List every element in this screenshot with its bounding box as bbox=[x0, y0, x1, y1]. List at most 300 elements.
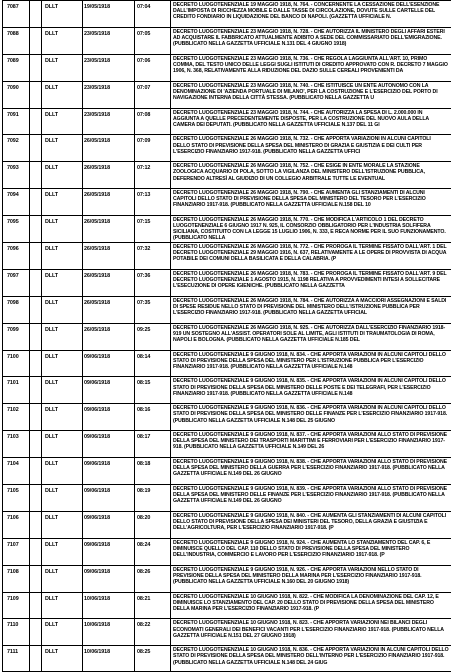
act-type: DLLT bbox=[45, 272, 58, 279]
act-date: 10/06/1918 bbox=[84, 595, 110, 602]
act-date-cell bbox=[83, 377, 135, 403]
act-date-cell bbox=[83, 566, 135, 592]
row-number: 7088 bbox=[7, 30, 19, 37]
spacer-cell-cell bbox=[30, 324, 42, 350]
spacer-cell-cell bbox=[30, 216, 42, 242]
act-code: 07:15 bbox=[137, 219, 151, 226]
act-code: 07:36 bbox=[137, 272, 151, 279]
act-type-cell bbox=[42, 28, 83, 54]
spacer-cell-cell bbox=[30, 458, 42, 484]
table-row bbox=[3, 376, 451, 403]
act-description-cell bbox=[171, 324, 451, 350]
row-number-cell bbox=[3, 28, 30, 54]
table-row bbox=[3, 430, 451, 457]
act-code-cell bbox=[135, 619, 171, 645]
table-row bbox=[3, 108, 451, 135]
act-description-cell bbox=[171, 243, 451, 269]
act-date-cell bbox=[83, 404, 135, 430]
row-number: 7105 bbox=[7, 488, 19, 495]
act-type-cell bbox=[42, 619, 83, 645]
row-number-cell bbox=[3, 82, 30, 108]
act-code: 08:14 bbox=[137, 353, 151, 360]
act-code: 08:19 bbox=[137, 488, 151, 495]
act-code-cell bbox=[135, 270, 171, 296]
act-description-cell bbox=[171, 162, 451, 188]
row-number-cell bbox=[3, 512, 30, 538]
act-type: DLLT bbox=[45, 434, 58, 441]
act-description: DECRETO LUOGOTENENZIALE 9 GIUGNO 1918, N. 924. - CHE AUMENTA LO STANZIAMENTO DEL CAP. 6, E DIMINUISCE QUELLO DEL CAP. 110 DELLO STATO DI PREVISIONE DELLA SPESA DEL MINISTERO DELL'INDUSTRIA, COMMERCIO E LAVORO PER L'ESERCIZIO FINANZIARIO 1917-918. (P bbox=[173, 539, 431, 558]
act-description-cell bbox=[171, 377, 451, 403]
row-number: 7091 bbox=[7, 111, 19, 118]
act-code-cell bbox=[135, 135, 171, 161]
act-type: DLLT bbox=[45, 165, 58, 172]
act-type-cell bbox=[42, 55, 83, 81]
spacer-cell-cell bbox=[30, 135, 42, 161]
act-description: DECRETO LUOGOTENENZIALE 9 GIUGNO 1918, N. 926. - CHE APPORTA VARIAZIONI NELLO STATO DI PREVISIONE DELLA SPESA DEL MINISTERO DELLA MARINA PER L'ESERCIZIO FINANZIARIO 1917-918. (PUBBLICATO NELLA GAZZETTA UFFICIALE N.160 DEL 20 GIUGNO 1918) bbox=[173, 566, 422, 585]
row-number: 7099 bbox=[7, 326, 19, 333]
act-description: DECRETO LUOGOTENENZIALE 23 MAGGIO 1918, N. 740. - CHE ISTITUISCE UN ENTE AUTONOMO CON LA DENOMINAZIONE DI 'AZIENDA PORTUALE DI MILANO', PER LA COSTRUZIONE E L'ESERCIZIO DEL PORTO DI NAVIGAZIONE INTERNA DELLA CITTÀ STESSA. (PUBBLICATO NELLA GAZZETTA U bbox=[173, 82, 438, 101]
row-number: 7107 bbox=[7, 541, 19, 548]
act-description: DECRETO LUOGOTENENZIALE 26 MAGGIO 1918, N. 732. - CHE APPORTA VARIAZIONI IN ALCUNI CAPITOLI DELLO STATO DI PREVISIONE DELLA SPESA DEL MINISTERO DI GRAZIA E GIUSTIZIA E DEI CULTI PER L'ESERCIZIO FINANZIARIO 1917-918. (PUBBLICATO NELLA GAZZETTA UFFICI bbox=[173, 136, 431, 155]
act-code-cell bbox=[135, 162, 171, 188]
table-row bbox=[3, 161, 451, 188]
act-code-cell bbox=[135, 646, 171, 671]
act-description-cell bbox=[171, 135, 451, 161]
spacer-cell-cell bbox=[30, 593, 42, 619]
act-date-cell bbox=[83, 646, 135, 671]
spacer-cell-cell bbox=[30, 539, 42, 565]
row-number-cell bbox=[3, 297, 30, 323]
act-code: 07:12 bbox=[137, 165, 151, 172]
act-date-cell bbox=[83, 28, 135, 54]
act-date: 26/05/1918 bbox=[84, 192, 110, 199]
spacer-cell-cell bbox=[30, 646, 42, 671]
act-type: DLLT bbox=[45, 514, 58, 521]
act-description: DECRETO LUOGOTENENZIALE 26 MAGGIO 1918, N. 770. - CHE MODIFICA L'ARTICOLO 1 DEL DECRETO LUOGOTENENZIALE 6 GIUGNO 1917 N. 925, IL CONSORZIO OBBLIGATORIO PER L'INDUSTRIA SOLFIFERA SICILIANA, COSTITUITO CON LA LEGGE 15 LUGLIO 1906, N. 333, E RECA NORME PER IL SUO FUNZIONAMENTO. (PUBBLICATO NELLA bbox=[173, 217, 446, 242]
act-type: DLLT bbox=[45, 138, 58, 145]
act-code-cell bbox=[135, 82, 171, 108]
act-date: 09/06/1918 bbox=[84, 488, 110, 495]
act-date-cell bbox=[83, 109, 135, 135]
act-type-cell bbox=[42, 324, 83, 350]
act-code: 07:32 bbox=[137, 246, 151, 253]
act-type-cell bbox=[42, 216, 83, 242]
act-date: 23/05/1918 bbox=[84, 57, 110, 64]
act-description-cell bbox=[171, 593, 451, 619]
decree-table bbox=[2, 0, 451, 672]
spacer-cell-cell bbox=[30, 109, 42, 135]
act-date: 10/06/1918 bbox=[84, 622, 110, 629]
act-code: 07:09 bbox=[137, 138, 151, 145]
act-description: DECRETO LUOGOTENENZIALE 26 MAGGIO 1918, N. 790. - CHE AUMENTA GLI STANZIAMENTI DI ALCUNI CAPITOLI DELLO STATO DI PREVISIONE DELLA SPESA DEL MINISTERO DEL TESORO PER L'ESERCIZIO FINANZIARIO 1917-918. (PUBBLICATO NELLA GAZZETTA UFFICIALE N.158 DEL 10 bbox=[173, 190, 426, 209]
spacer-cell-cell bbox=[30, 28, 42, 54]
act-description-cell bbox=[171, 351, 451, 377]
table-row bbox=[3, 403, 451, 430]
act-date-cell bbox=[83, 351, 135, 377]
act-date-cell bbox=[83, 270, 135, 296]
act-type-cell bbox=[42, 351, 83, 377]
act-code: 08:22 bbox=[137, 622, 151, 629]
act-date: 09/06/1918 bbox=[84, 541, 110, 548]
act-code-cell bbox=[135, 216, 171, 242]
row-number: 7090 bbox=[7, 84, 19, 91]
act-description: DECRETO LUOGOTENENZIALE 26 MAGGIO 1918, N. 784. - CHE AUTORIZZA A MACCIORI ASSEGNAZIONI E SALDI DI SPESE RESIDUE NELLO STATO DI PREVISIONE DEL MINISTERO DELL'ISTRUZIONE PUBBLICA PER L'ESERCIZIO FINANZIARIO 1917-918. (PUBBLICATO NELLA GAZZETTA UFFICIAL bbox=[173, 297, 447, 316]
row-number: 7102 bbox=[7, 407, 19, 414]
act-code-cell bbox=[135, 324, 171, 350]
act-description: DECRETO LUOGOTENENZIALE 9 GIUGNO 1918, N. 835. - CHE APPORTA VARIAZIONI IN ALCUNI CAPITOLI DELLO STATO DI PREVISIONE DELLA SPESA DEL MINISTERO DELLE POSTE E DEI TELEGRAFI, PER L'ESERCIZIO FINANZIARIO 1917-918. (PUBBLICATO NELLA GAZZETTA UFFICIALE N.148 bbox=[173, 378, 446, 397]
act-type-cell bbox=[42, 1, 83, 27]
act-code: 07:06 bbox=[137, 57, 151, 64]
act-date-cell bbox=[83, 55, 135, 81]
row-number-cell bbox=[3, 270, 30, 296]
act-date-cell bbox=[83, 135, 135, 161]
act-date: 10/06/1918 bbox=[84, 649, 110, 656]
act-date-cell bbox=[83, 431, 135, 457]
act-date: 09/06/1918 bbox=[84, 407, 110, 414]
act-description: DECRETO LUOGOTENENZIALE 26 MAGGIO 1918, N. 752. - CHE ESIGE IN ENTE MORALE LA STAZIONE ZOOLOGICA ACQUARIO DI POLA, SOTTO LA VIGILANZA DEL MINISTERO DELL'ISTRUZIONE PUBBLICA, DEFERENDO ALTRESÌ AL GIUDIZIO DI UN COLLEGIO ARBITRALE TUTTE LE EVENTUAL bbox=[173, 163, 425, 182]
act-description: DECRETO LUOGOTENENZIALE 23 MAGGIO 1918, N. 736. - CHE REGOLA LAGGIUNTA ALL'ART. 10, PRIMO COMMA, DEL TESTO UNICO DELLE LEGGI SUGLI ISTITUTI DI CREDITO APPROVATO CON R. DECRETO 7 MAGGIO 1906, N. 368, RELATIVAMENTE ALLA RIDUZIONE DEL DAZIO SULLE CEREALI PROVENIENTI DA bbox=[173, 55, 448, 74]
act-description: DECRETO LUOGOTENENZIALE 19 MAGGIO 1918, N. 764. - CONCERNENTE LA CESSAZIONE DELL'ESENZIONE DALL'IMPOSTA DI RICCHEZZA MOBILE E DALLE TASSE DI CIRCOLAZIONE, DOVUTE SULLE CARTELLE DEL CREDITO FONDIARIO IN LIQUIDAZIONE DEL BANCO DI NAPOLI. (GAZZETTA UFFICIALE N. bbox=[173, 2, 440, 21]
row-number-cell bbox=[3, 619, 30, 645]
act-code: 08:25 bbox=[137, 649, 151, 656]
act-code-cell bbox=[135, 512, 171, 538]
act-type: DLLT bbox=[45, 649, 58, 656]
act-description: DECRETO LUOGOTENENZIALE 10 GIUGNO 1918, N. 823. - CHE APPORTA VARIAZIONI NEI BILANCI DEGLI ECONOMATI GENERALI DEI BENEFICI VACANTI PER L'ESERCIZIO FINANZIARIO 1917-918. (PUBBLICATO NELLA GAZZETTA UFFICIALE N.151 DEL 27 GIUGNO 1918) bbox=[173, 620, 444, 639]
act-description-cell bbox=[171, 28, 451, 54]
act-code-cell bbox=[135, 458, 171, 484]
act-type: DLLT bbox=[45, 4, 58, 10]
table-row bbox=[3, 618, 451, 645]
act-code: 08:16 bbox=[137, 407, 151, 414]
act-description: DECRETO LUOGOTENENZIALE 26 MAGGIO 1918, N. 772. - CHE PROROGA IL TERMINE FISSATO DALL'ART. 1 DEL DECRETO LUOGOTENENZIALE 29 MAGGIO 1916, N. 637, RELATIVAMENTE A LE OPERE DI PROVVISTA DI ACQUA POTABILE DEI COMUNI DELLA BASILICATA E DELLA CALABRIA. (P bbox=[173, 244, 447, 263]
row-number-cell bbox=[3, 485, 30, 511]
spacer-cell-cell bbox=[30, 270, 42, 296]
act-type: DLLT bbox=[45, 488, 58, 495]
row-number: 7094 bbox=[7, 192, 19, 199]
row-number: 7110 bbox=[7, 622, 19, 629]
table-row bbox=[3, 645, 451, 672]
row-number-cell bbox=[3, 404, 30, 430]
act-type: DLLT bbox=[45, 380, 58, 387]
spacer-cell-cell bbox=[30, 1, 42, 27]
row-number-cell bbox=[3, 431, 30, 457]
act-type-cell bbox=[42, 458, 83, 484]
act-code-cell bbox=[135, 566, 171, 592]
spacer-cell-cell bbox=[30, 297, 42, 323]
row-number-cell bbox=[3, 135, 30, 161]
row-number-cell bbox=[3, 216, 30, 242]
act-type-cell bbox=[42, 135, 83, 161]
act-description-cell bbox=[171, 619, 451, 645]
table-row bbox=[3, 54, 451, 81]
row-number-cell bbox=[3, 1, 30, 27]
row-number: 7111 bbox=[7, 649, 18, 656]
act-description-cell bbox=[171, 646, 451, 671]
act-type-cell bbox=[42, 243, 83, 269]
act-description-cell bbox=[171, 485, 451, 511]
act-description-cell bbox=[171, 216, 451, 242]
act-type: DLLT bbox=[45, 595, 58, 602]
act-description-cell bbox=[171, 297, 451, 323]
row-number: 7093 bbox=[7, 165, 19, 172]
act-type-cell bbox=[42, 566, 83, 592]
act-type-cell bbox=[42, 512, 83, 538]
act-date-cell bbox=[83, 189, 135, 215]
act-type-cell bbox=[42, 404, 83, 430]
act-date: 09/06/1918 bbox=[84, 461, 110, 468]
act-description: DECRETO LUOGOTENENZIALE 10 GIUGNO 1918, N. 822. - CHE MODIFICA LA DENOMINAZIONE DEL CAP. 12, E DIMINUISCE LO STANZIAMENTO DEL CAP. 20 DELLO STATO DI PREVISIONE DELLA SPESA DEL MINISTERO DELLA MARINA PER L'ESERCIZIO FINANZIARIO 1917-918. (P bbox=[173, 593, 439, 612]
act-date: 23/05/1918 bbox=[84, 84, 110, 91]
table-row bbox=[3, 511, 451, 538]
act-description: DECRETO LUOGOTENENZIALE 23 MAGGIO 1918, N. 728. - CHE AUTORIZZA IL MINISTERO DEGLI AFFARI ESTERI AD ACQUISTARE IL FABBRICATO ATTUALMENTE ADIBITO A SEDE DEL COMMISSARIATO DELL'EMIGRAZIONE. (PUBBLICATO NELLA GAZZETTA UFFICIALE N.131 DEL 4 GIUGNO 1918) bbox=[173, 28, 445, 48]
act-code-cell bbox=[135, 28, 171, 54]
act-date-cell bbox=[83, 619, 135, 645]
act-date: 09/06/1918 bbox=[84, 568, 110, 575]
act-date-cell bbox=[83, 458, 135, 484]
act-code-cell bbox=[135, 351, 171, 377]
act-date: 23/05/1918 bbox=[84, 111, 110, 118]
act-description-cell bbox=[171, 189, 451, 215]
table-row bbox=[3, 215, 451, 242]
act-type-cell bbox=[42, 377, 83, 403]
act-type: DLLT bbox=[45, 541, 58, 548]
table-row bbox=[3, 457, 451, 484]
row-number: 7098 bbox=[7, 299, 19, 306]
row-number: 7106 bbox=[7, 514, 19, 521]
table-row bbox=[3, 538, 451, 565]
act-type: DLLT bbox=[45, 30, 58, 37]
row-number: 7097 bbox=[7, 272, 19, 279]
spacer-cell-cell bbox=[30, 619, 42, 645]
act-description: DECRETO LUOGOTENENZIALE 9 GIUGNO 1918, N. 836. - CHE APPORTA VARIAZIONI IN ALCUNI CAPITOLI DELLO STATO DI PREVISIONE DELLA SPESA DEL MINISTERO DELLE FINANZE PER L'ESERCIZIO FINANZIARIO 1917-918. (PUBBLICATO NELLA GAZZETTA UFFICIALE N.148 DEL 25 GIUGNO bbox=[173, 405, 448, 424]
act-code: 08:18 bbox=[137, 461, 151, 468]
act-date-cell bbox=[83, 324, 135, 350]
act-date-cell bbox=[83, 512, 135, 538]
act-type-cell bbox=[42, 593, 83, 619]
act-date: 26/05/1918 bbox=[84, 138, 110, 145]
act-date-cell bbox=[83, 82, 135, 108]
act-type: DLLT bbox=[45, 246, 58, 253]
act-description-cell bbox=[171, 1, 451, 27]
row-number: 7095 bbox=[7, 219, 19, 226]
act-type-cell bbox=[42, 297, 83, 323]
act-date-cell bbox=[83, 539, 135, 565]
act-description: DECRETO LUOGOTENENZIALE 9 GIUGNO 1918, N. 839. - CHE APPORTA VARIAZIONI ALLO STATO DI PREVISIONE DELLA SPESA DEL MINISTERO DELLE FINANZE PER L'ESERCIZIO FINANZIARIO 1917-918. (PUBBLICATO NELLA GAZZETTA UFFICIALE N.149 DEL 26 GIUGNO bbox=[173, 486, 448, 505]
act-type-cell bbox=[42, 82, 83, 108]
act-description: DECRETO LUOGOTENENZIALE 10 GIUGNO 1918, N. 836. - CHE APPORTA VARIAZIONI IN ALCUNI CAPITOLI DELLO STATO DI PREVISIONE DELLA SPESA DEL MINISTERO DELL'INTERNO PER L'ESERCIZIO FINANZIARIO 1917-918. (PUBBLICATO NELLA GAZZETTA UFFICIALE N.148 DEL 24 GIUG bbox=[173, 647, 449, 666]
spacer-cell-cell bbox=[30, 566, 42, 592]
act-description-cell bbox=[171, 431, 451, 457]
act-type-cell bbox=[42, 109, 83, 135]
spacer-cell-cell bbox=[30, 351, 42, 377]
act-code-cell bbox=[135, 377, 171, 403]
act-date: 09/06/1918 bbox=[84, 514, 110, 521]
spacer-cell-cell bbox=[30, 189, 42, 215]
act-code-cell bbox=[135, 485, 171, 511]
row-number-cell bbox=[3, 109, 30, 135]
act-date: 26/05/1918 bbox=[84, 299, 110, 306]
act-type: DLLT bbox=[45, 407, 58, 414]
act-date-cell bbox=[83, 1, 135, 27]
spacer-cell-cell bbox=[30, 485, 42, 511]
act-type: DLLT bbox=[45, 622, 58, 629]
act-date: 26/05/1918 bbox=[84, 219, 110, 226]
spacer-cell-cell bbox=[30, 404, 42, 430]
act-code: 08:24 bbox=[137, 541, 151, 548]
row-number-cell bbox=[3, 593, 30, 619]
act-code: 07:08 bbox=[137, 111, 151, 118]
act-description-cell bbox=[171, 458, 451, 484]
spacer-cell-cell bbox=[30, 377, 42, 403]
table-row bbox=[3, 81, 451, 108]
act-code-cell bbox=[135, 109, 171, 135]
act-code: 08:15 bbox=[137, 380, 151, 387]
row-number-cell bbox=[3, 566, 30, 592]
table-row bbox=[3, 592, 451, 619]
act-code: 08:20 bbox=[137, 514, 151, 521]
act-type: DLLT bbox=[45, 353, 58, 360]
act-description-cell bbox=[171, 82, 451, 108]
act-description-cell bbox=[171, 404, 451, 430]
row-number: 7108 bbox=[7, 568, 19, 575]
act-type: DLLT bbox=[45, 192, 58, 199]
act-description-cell bbox=[171, 109, 451, 135]
act-date-cell bbox=[83, 162, 135, 188]
act-date: 09/06/1918 bbox=[84, 380, 110, 387]
act-code: 09:25 bbox=[137, 326, 151, 333]
row-number-cell bbox=[3, 324, 30, 350]
row-number-cell bbox=[3, 243, 30, 269]
row-number-cell bbox=[3, 189, 30, 215]
table-row bbox=[3, 134, 451, 161]
act-date-cell bbox=[83, 216, 135, 242]
row-number-cell bbox=[3, 162, 30, 188]
act-code-cell bbox=[135, 431, 171, 457]
table-row bbox=[3, 0, 451, 27]
row-number: 7101 bbox=[7, 380, 19, 387]
table-row bbox=[3, 269, 451, 296]
act-type-cell bbox=[42, 189, 83, 215]
act-code: 08:17 bbox=[137, 434, 151, 441]
act-date-cell bbox=[83, 297, 135, 323]
row-number: 7087 bbox=[7, 4, 19, 10]
table-row bbox=[3, 323, 451, 350]
act-type-cell bbox=[42, 431, 83, 457]
row-number: 7103 bbox=[7, 434, 19, 441]
spacer-cell-cell bbox=[30, 243, 42, 269]
row-number: 7096 bbox=[7, 246, 19, 253]
row-number-cell bbox=[3, 539, 30, 565]
act-code-cell bbox=[135, 189, 171, 215]
act-type: DLLT bbox=[45, 219, 58, 226]
act-code: 07:05 bbox=[137, 30, 151, 37]
act-date: 26/05/1918 bbox=[84, 165, 110, 172]
act-type: DLLT bbox=[45, 299, 58, 306]
table-row bbox=[3, 27, 451, 54]
spacer-cell-cell bbox=[30, 82, 42, 108]
act-date: 09/06/1918 bbox=[84, 434, 110, 441]
act-description: DECRETO LUOGOTENENZIALE 23 MAGGIO 1918, N. 744. - CHE AUTORIZZA LA SPESA DI L. 2.000.000 IN AGGIUNTA A QUELLE PRECEDENTEMENTE DISPOSTE, PER LA COSTRUZIONE DEL NUOVO AULA DELLA CAMERA DEI DEPUTATI. (PUBBLICATO NELLA GAZZETTA UFFICIALE N.137 DEL 11 GI bbox=[173, 109, 429, 128]
act-date: 26/05/1918 bbox=[84, 272, 110, 279]
act-date: 19/05/1918 bbox=[84, 4, 110, 10]
act-date-cell bbox=[83, 243, 135, 269]
act-code-cell bbox=[135, 593, 171, 619]
row-number-cell bbox=[3, 458, 30, 484]
spacer-cell-cell bbox=[30, 512, 42, 538]
act-description: DECRETO LUOGOTENENZIALE 9 GIUGNO 1918, N. 838. - CHE APPORTA VARIAZIONI ALLO STATO DI PREVISIONE DELLA SPESA DEL MINISTERO DELLA GUERRA PER L'ESERCIZIO FINANZIARIO 1917-918. (PUBBLICATO NELLA GAZZETTA UFFICIALE N.149 DEL 26 GIUGNO bbox=[173, 459, 448, 478]
act-date: 09/06/1918 bbox=[84, 353, 110, 360]
act-type: DLLT bbox=[45, 84, 58, 91]
act-type-cell bbox=[42, 646, 83, 671]
table-row bbox=[3, 242, 451, 269]
act-description-cell bbox=[171, 512, 451, 538]
act-code: 08:21 bbox=[137, 595, 151, 602]
act-code-cell bbox=[135, 55, 171, 81]
table-row bbox=[3, 484, 451, 511]
row-number: 7100 bbox=[7, 353, 19, 360]
row-number: 7109 bbox=[7, 595, 19, 602]
act-code-cell bbox=[135, 539, 171, 565]
act-code-cell bbox=[135, 404, 171, 430]
act-type: DLLT bbox=[45, 111, 58, 118]
act-description: DECRETO LUOGOTENENZIALE 9 GIUGNO 1918, N. 840. - CHE AUMENTA GLI STANZIAMENTI DI ALCUNI CAPITOLI DELLO STATO DI PREVISIONE DELLA SPESA DEI MINISTERI DEL TESORO, DELLA GRAZIA E GIUSTIZIA E DELL'AGRICOLTURA, PER L'ESERCIZIO FINANZIARIO 1917-918. (P bbox=[173, 512, 447, 532]
row-number: 7089 bbox=[7, 57, 19, 64]
act-description-cell bbox=[171, 539, 451, 565]
row-number-cell bbox=[3, 646, 30, 671]
act-code: 07:07 bbox=[137, 84, 151, 91]
act-description: DECRETO LUOGOTENENZIALE 26 MAGGIO 1918, N. 783. - CHE PROROGA IL TERMINE FISSATO DALL'ART. 9 DEL DECRETO LUOGOTENENZIALE 1 AGOSTO 1915, N. 1198 RELATIVA A PROVVEDIMENTI INTESI A SOLLECITARE L'ESECUZIONE DI OPERE IGIENICHE. (PUBBLICATO NELLA GAZZETTA bbox=[173, 270, 447, 290]
table-row bbox=[3, 565, 451, 592]
spacer-cell-cell bbox=[30, 55, 42, 81]
row-number: 7104 bbox=[7, 461, 19, 468]
act-code: 07:13 bbox=[137, 192, 151, 199]
row-number: 7092 bbox=[7, 138, 19, 145]
table-row bbox=[3, 350, 451, 377]
act-code-cell bbox=[135, 297, 171, 323]
act-description-cell bbox=[171, 270, 451, 296]
act-date: 26/05/1918 bbox=[84, 246, 110, 253]
spacer-cell-cell bbox=[30, 431, 42, 457]
act-date: 23/05/1918 bbox=[84, 30, 110, 37]
act-date: 26/05/1918 bbox=[84, 326, 110, 333]
act-description-cell bbox=[171, 55, 451, 81]
table-row bbox=[3, 296, 451, 323]
act-code: 08:26 bbox=[137, 568, 151, 575]
act-code: 07:04 bbox=[137, 4, 151, 10]
act-type-cell bbox=[42, 270, 83, 296]
act-description: DECRETO LUOGOTENENZIALE 9 GIUGNO 1918, N. 834. - CHE APPORTA VARIAZIONI IN ALCUNI CAPITOLI DELLO STATO DI PREVISIONE DELLA SPESA DEL MINISTERO PER L'ISTRUZIONE PUBBLICA PER L'ESERCIZIO FINANZIARIO 1917-918. (PUBBLICATO NELLA GAZZETTA UFFICIALE N.148 bbox=[173, 351, 446, 370]
act-type-cell bbox=[42, 485, 83, 511]
act-type-cell bbox=[42, 539, 83, 565]
act-description: DECRETO LUOGOTENENZIALE 26 MAGGIO 1918, N. 925. - CHE AUTORIZZA DALL'ESERCIZIO FINANZIARIO 1918-919 UN SOSTEGNO ALL'ASSIST. OPERATORI SOLE AL LIMITE, AGLI ISTITUTI DI TRAUMATOLOGIA DI ROMA, NAPOLI E BOLOGNA. (PUBBLICATO NELLA GAZZETTA UFFICIALE N.185 DEL bbox=[173, 324, 446, 343]
act-description-cell bbox=[171, 566, 451, 592]
row-number-cell bbox=[3, 377, 30, 403]
act-type: DLLT bbox=[45, 461, 58, 468]
act-date-cell bbox=[83, 485, 135, 511]
act-type: DLLT bbox=[45, 57, 58, 64]
act-type: DLLT bbox=[45, 568, 58, 575]
act-description: DECRETO LUOGOTENENZIALE 9 GIUGNO 1918, N. 837. - CHE APPORTA VARIAZIONI ALLO STATO DI PREVISIONE DELLA SPESA DEL MINISTERO DEI TRASPORTI MARITTIMI E FERROVIARI PER L'ESERCIZIO FINANZIARIO 1917-918. (PUBBLICATO NELLA GAZZETTA UFFICIALE N.149 DEL 26 bbox=[173, 432, 448, 451]
act-code-cell bbox=[135, 243, 171, 269]
row-number-cell bbox=[3, 55, 30, 81]
act-type-cell bbox=[42, 162, 83, 188]
act-code: 07:35 bbox=[137, 299, 151, 306]
act-type: DLLT bbox=[45, 326, 58, 333]
spacer-cell-cell bbox=[30, 162, 42, 188]
table-row bbox=[3, 188, 451, 215]
act-code-cell bbox=[135, 1, 171, 27]
act-date-cell bbox=[83, 593, 135, 619]
